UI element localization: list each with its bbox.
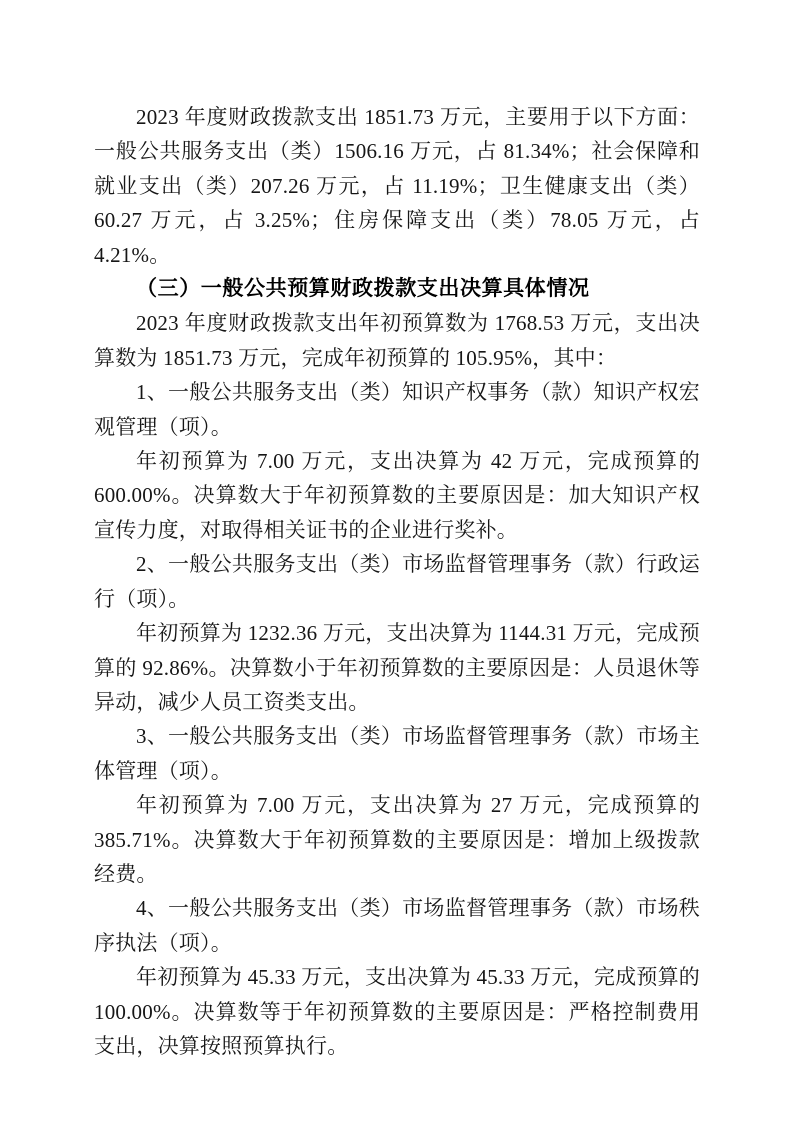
paragraph-fiscal-expenditure-overview: 2023 年度财政拨款支出 1851.73 万元，主要用于以下方面：一般公共服务支出（类）1506.16 万元，占 81.34%；社会保障和就业支出（类）207.26 万元，占 11.19%；卫生健康支出（类）60.27 万元，占 3.25%；住房保障支出（类）78.05 万元，占 4.21%。 <box>94 105 700 267</box>
paragraph-budget-vs-final: 2023 年度财政拨款支出年初预算数为 1768.53 万元，支出决算数为 1851.73 万元，完成年初预算的 105.95%，其中： <box>94 311 700 370</box>
item-3-detail: 年初预算为 7.00 万元，支出决算为 27 万元，完成预算的 385.71%。决算数大于年初预算数的主要原因是：增加上级拨款经费。 <box>94 793 700 886</box>
item-3-title: 3、一般公共服务支出（类）市场监督管理事务（款）市场主体管理（项）。 <box>94 724 700 783</box>
item-1-detail: 年初预算为 7.00 万元，支出决算为 42 万元，完成预算的 600.00%。决算数大于年初预算数的主要原因是：加大知识产权宣传力度，对取得相关证书的企业进行奖补。 <box>94 449 700 542</box>
item-4-title: 4、一般公共服务支出（类）市场监督管理事务（款）市场秩序执法（项）。 <box>94 896 700 955</box>
section-heading-3-specific-situation: （三）一般公共预算财政拨款支出决算具体情况 <box>136 277 590 301</box>
document-body <box>94 100 700 1063</box>
item-2-detail: 年初预算为 1232.36 万元，支出决算为 1144.31 万元，完成预算的 92.86%。决算数小于年初预算数的主要原因是：人员退休等异动，减少人员工资类支出。 <box>94 621 700 714</box>
item-1-title: 1、一般公共服务支出（类）知识产权事务（款）知识产权宏观管理（项）。 <box>94 380 700 439</box>
item-2-title: 2、一般公共服务支出（类）市场监督管理事务（款）行政运行（项）。 <box>94 552 700 611</box>
item-4-detail: 年初预算为 45.33 万元，支出决算为 45.33 万元，完成预算的 100.00%。决算数等于年初预算数的主要原因是：严格控制费用支出，决算按照预算执行。 <box>94 965 700 1058</box>
